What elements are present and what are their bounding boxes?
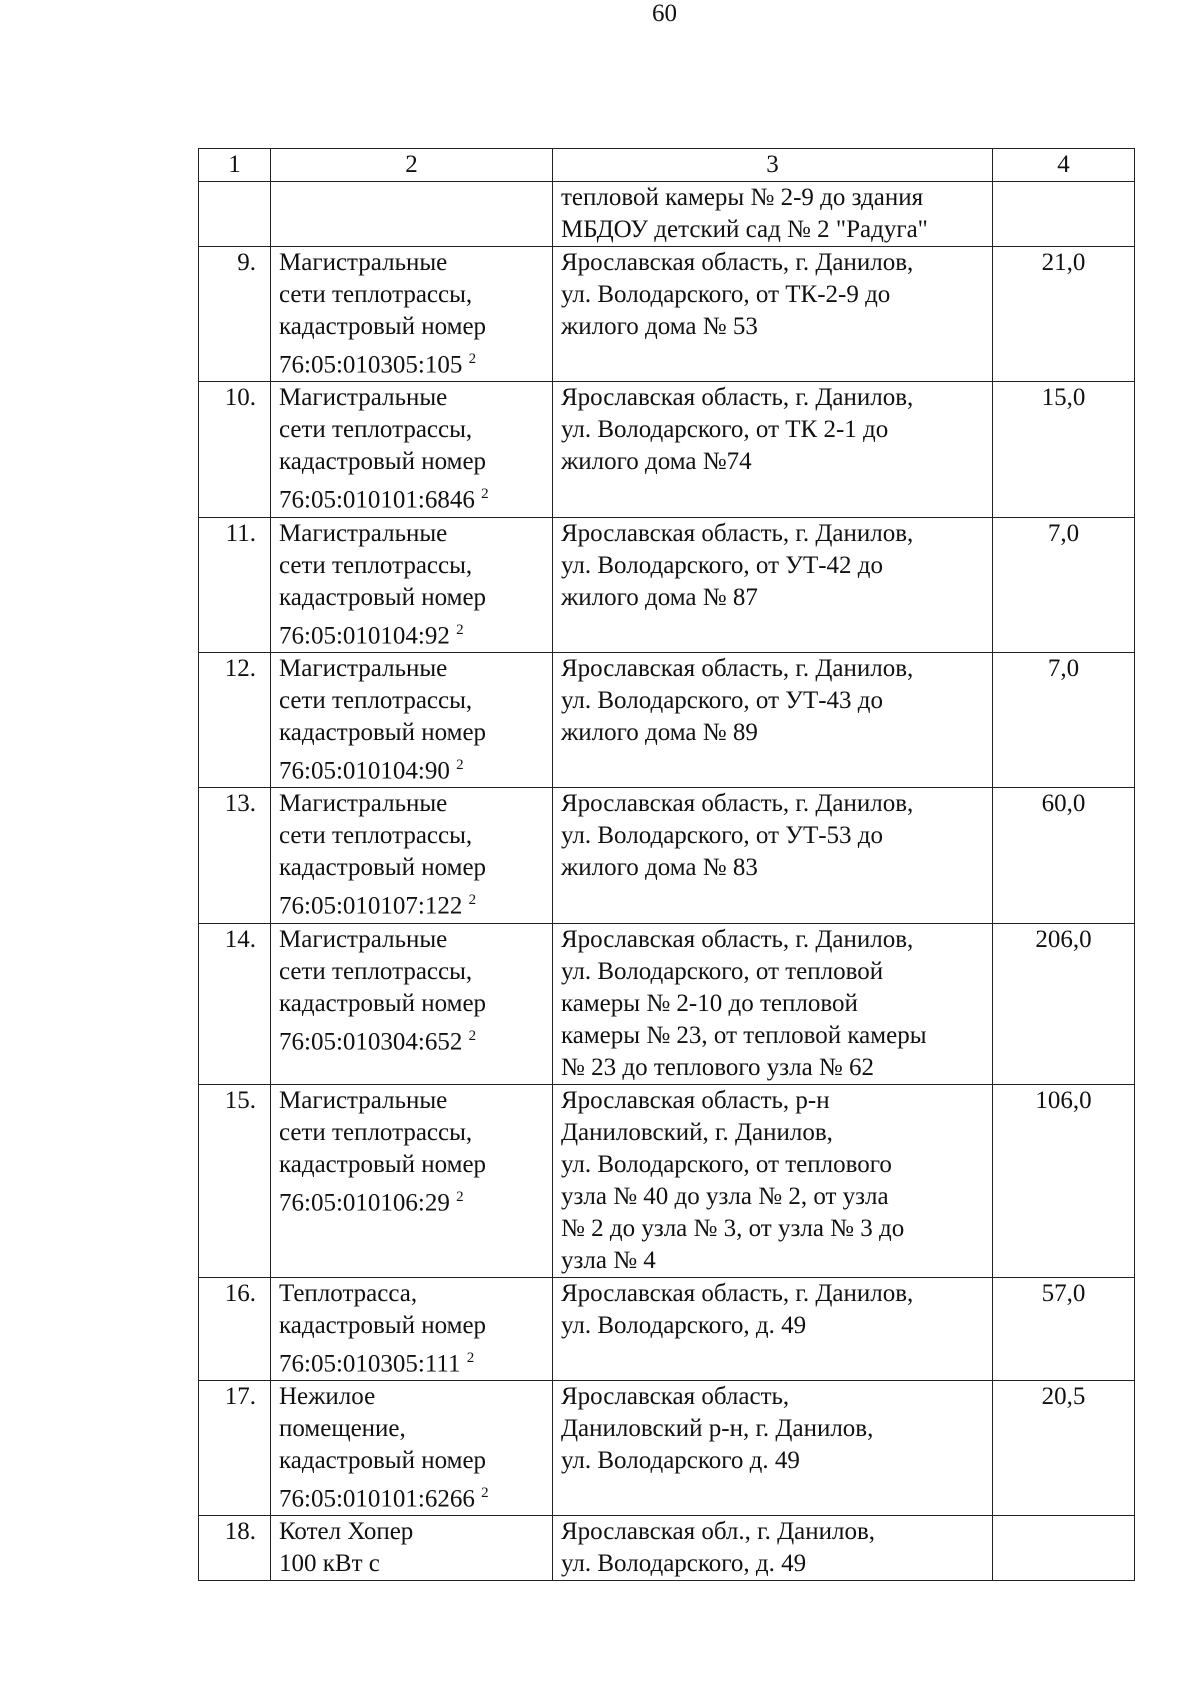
object-description [271, 923, 553, 1084]
header-cell: 2 [271, 149, 553, 182]
object-line: помещение, [279, 1414, 406, 1442]
address-line: ул. Володарского д. 49 [561, 1446, 800, 1474]
object-description [271, 1084, 553, 1277]
page-number: 60 [652, 0, 677, 27]
cadastral-number-text: 76:05:010106:29 [279, 1188, 450, 1216]
cadastral-number [279, 1020, 544, 1058]
object-line: Магистральные [279, 1086, 448, 1114]
row-number: 10. [199, 382, 271, 517]
length-value: 60,0 [993, 788, 1135, 923]
table-row [199, 1277, 1135, 1380]
address-line: ул. Володарского, от тепловой [561, 957, 884, 985]
object-line: кадастровый номер [279, 583, 487, 611]
address-line: камеры № 2-10 до тепловой [561, 989, 858, 1017]
length-value [993, 1516, 1135, 1581]
address-line: Даниловский, г. Данилов, [561, 1118, 833, 1146]
address [553, 652, 993, 787]
address-line: Ярославская область, г. Данилов, [561, 654, 914, 682]
address-line: ул. Володарского, от теплового [561, 1150, 892, 1178]
length-value: 15,0 [993, 382, 1135, 517]
cadastral-number-text: 76:05:010107:122 [279, 892, 463, 920]
row-number: 18. [199, 1516, 271, 1581]
cadastral-number-text: 76:05:010101:6266 [279, 1485, 475, 1513]
address-line: жилого дома № 53 [561, 313, 758, 340]
footnote-mark: 2 [456, 621, 464, 638]
footnote-mark: 2 [456, 1188, 464, 1205]
footnote-mark: 2 [468, 1027, 477, 1044]
cadastral-number [279, 614, 544, 652]
address-line: узла № 40 до узла № 2, от узла [561, 1182, 889, 1210]
address-line: МБДОУ детский сад № 2 "Радуга" [561, 216, 928, 243]
header-cell: 1 [199, 149, 271, 182]
object-description [271, 1277, 553, 1380]
table-row [199, 923, 1135, 1084]
object-line: кадастровый номер [279, 1446, 487, 1474]
address-line: ул. Володарского, от УТ-42 до [561, 551, 884, 579]
address [553, 1277, 993, 1380]
cadastral-number [279, 884, 544, 922]
address-line: ул. Володарского, д. 49 [561, 1311, 807, 1339]
length-value: 21,0 [993, 247, 1135, 382]
object-line: кадастровый номер [279, 1150, 487, 1178]
address-line: Ярославская область, г. Данилов, [561, 384, 914, 412]
footnote-mark: 2 [468, 351, 477, 367]
object-line: Магистральные [279, 249, 448, 276]
object-line: сети теплотрассы, [279, 416, 473, 444]
length-value: 7,0 [993, 517, 1135, 652]
cadastral-number [279, 478, 544, 516]
row-number: 13. [199, 788, 271, 923]
address [553, 382, 993, 517]
object-description [271, 788, 553, 923]
address [553, 1380, 993, 1515]
object-line: 100 кВт с [279, 1550, 380, 1578]
object-line: кадастровый номер [279, 313, 487, 340]
length-value: 106,0 [993, 1084, 1135, 1277]
object-line: кадастровый номер [279, 448, 487, 476]
table-header-row [199, 149, 1135, 182]
address-line: ул. Володарского, от ТК 2-1 до [561, 416, 889, 444]
footnote-mark: 2 [468, 892, 477, 909]
object-line: сети теплотрассы, [279, 551, 473, 579]
address-line: Ярославская обл., г. Данилов, [561, 1518, 876, 1546]
address-line: № 23 до теплового узла № 62 [561, 1053, 875, 1081]
cadastral-number-text: 76:05:010304:652 [279, 1027, 463, 1055]
object-description [271, 517, 553, 652]
header-cell: 3 [553, 149, 993, 182]
address [553, 1084, 993, 1277]
row-number: 9. [199, 247, 271, 382]
cadastral-number [279, 749, 544, 787]
row-number: 11. [199, 517, 271, 652]
address-line: тепловой камеры № 2-9 до здания [561, 184, 924, 211]
address-line: Ярославская область, г. Данилов, [561, 1279, 914, 1307]
length-value [993, 182, 1135, 247]
object-line: сети теплотрассы, [279, 281, 473, 308]
length-value: 20,5 [993, 1380, 1135, 1515]
cadastral-number [279, 1477, 544, 1515]
address-line: ул. Володарского, от УТ-43 до [561, 686, 884, 714]
object-line: сети теплотрассы, [279, 1118, 473, 1146]
object-line: Магистральные [279, 925, 448, 953]
address-line: Ярославская область, г. Данилов, [561, 519, 914, 547]
address-line: жилого дома № 87 [561, 583, 758, 611]
object-description [271, 247, 553, 382]
object-line: сети теплотрассы, [279, 686, 473, 714]
address [553, 182, 993, 247]
cadastral-number [279, 343, 544, 381]
cadastral-number-text: 76:05:010101:6846 [279, 486, 475, 514]
address-line: жилого дома № 89 [561, 718, 758, 746]
object-line: Теплотрасса, [279, 1279, 418, 1307]
object-line: Магистральные [279, 384, 448, 412]
address [553, 517, 993, 652]
object-line: кадастровый номер [279, 1311, 487, 1339]
footnote-mark: 2 [466, 1349, 475, 1366]
address [553, 923, 993, 1084]
address-line: Ярославская область, г. Данилов, [561, 249, 914, 276]
object-line: кадастровый номер [279, 989, 487, 1017]
object-line: сети теплотрассы, [279, 957, 473, 985]
row-number: 12. [199, 652, 271, 787]
row-number: 15. [199, 1084, 271, 1277]
object-line: Нежилое [279, 1382, 376, 1410]
length-value: 7,0 [993, 652, 1135, 787]
table-row [199, 517, 1135, 652]
row-number: 16. [199, 1277, 271, 1380]
object-line: сети теплотрассы, [279, 822, 473, 850]
address-line: Даниловский р-н, г. Данилов, [561, 1414, 874, 1442]
footnote-mark: 2 [456, 756, 464, 773]
row-number: 17. [199, 1380, 271, 1515]
cadastral-number-text: 76:05:010104:92 [279, 621, 450, 649]
footnote-mark: 2 [481, 1484, 489, 1501]
cadastral-number [279, 1181, 544, 1219]
address-line: Ярославская область, р-н [561, 1086, 830, 1114]
address [553, 247, 993, 382]
object-description [271, 1380, 553, 1515]
address-line: Ярославская область, г. Данилов, [561, 790, 914, 818]
address-line: № 2 до узла № 3, от узла № 3 до [561, 1214, 905, 1242]
object-line: Магистральные [279, 519, 448, 547]
table-row [199, 182, 1135, 247]
property-table [198, 148, 1135, 1581]
table-row [199, 247, 1135, 382]
header-cell: 4 [993, 149, 1135, 182]
object-line: Магистральные [279, 654, 448, 682]
table-row [199, 1380, 1135, 1515]
object-description [271, 182, 553, 247]
address-line: ул. Володарского, от ТК-2-9 до [561, 281, 891, 308]
length-value: 206,0 [993, 923, 1135, 1084]
cadastral-number-text: 76:05:010305:111 [279, 1349, 461, 1377]
row-number: 14. [199, 923, 271, 1084]
object-line: кадастровый номер [279, 854, 487, 882]
length-value: 57,0 [993, 1277, 1135, 1380]
address-line: Ярославская область, [561, 1382, 790, 1410]
address [553, 788, 993, 923]
cadastral-number [279, 1342, 544, 1380]
address-line: жилого дома № 83 [561, 854, 758, 882]
address-line: жилого дома №74 [561, 448, 752, 476]
table-row [199, 788, 1135, 923]
object-description [271, 382, 553, 517]
footnote-mark: 2 [481, 486, 489, 503]
table-row [199, 1516, 1135, 1581]
object-description [271, 1516, 553, 1581]
table-row [199, 1084, 1135, 1277]
table-row [199, 652, 1135, 787]
address-line: камеры № 23, от тепловой камеры [561, 1021, 927, 1049]
address-line: узла № 4 [561, 1246, 656, 1274]
object-line: кадастровый номер [279, 718, 487, 746]
cadastral-number-text: 76:05:010305:105 [279, 351, 463, 379]
object-line: Котел Хопер [279, 1518, 414, 1546]
address-line: ул. Володарского, д. 49 [561, 1550, 807, 1578]
object-line: Магистральные [279, 790, 448, 818]
table-row [199, 382, 1135, 517]
address [553, 1516, 993, 1581]
cadastral-number-text: 76:05:010104:90 [279, 757, 450, 785]
address-line: Ярославская область, г. Данилов, [561, 925, 914, 953]
object-description [271, 652, 553, 787]
address-line: ул. Володарского, от УТ-53 до [561, 822, 884, 850]
row-number [199, 182, 271, 247]
